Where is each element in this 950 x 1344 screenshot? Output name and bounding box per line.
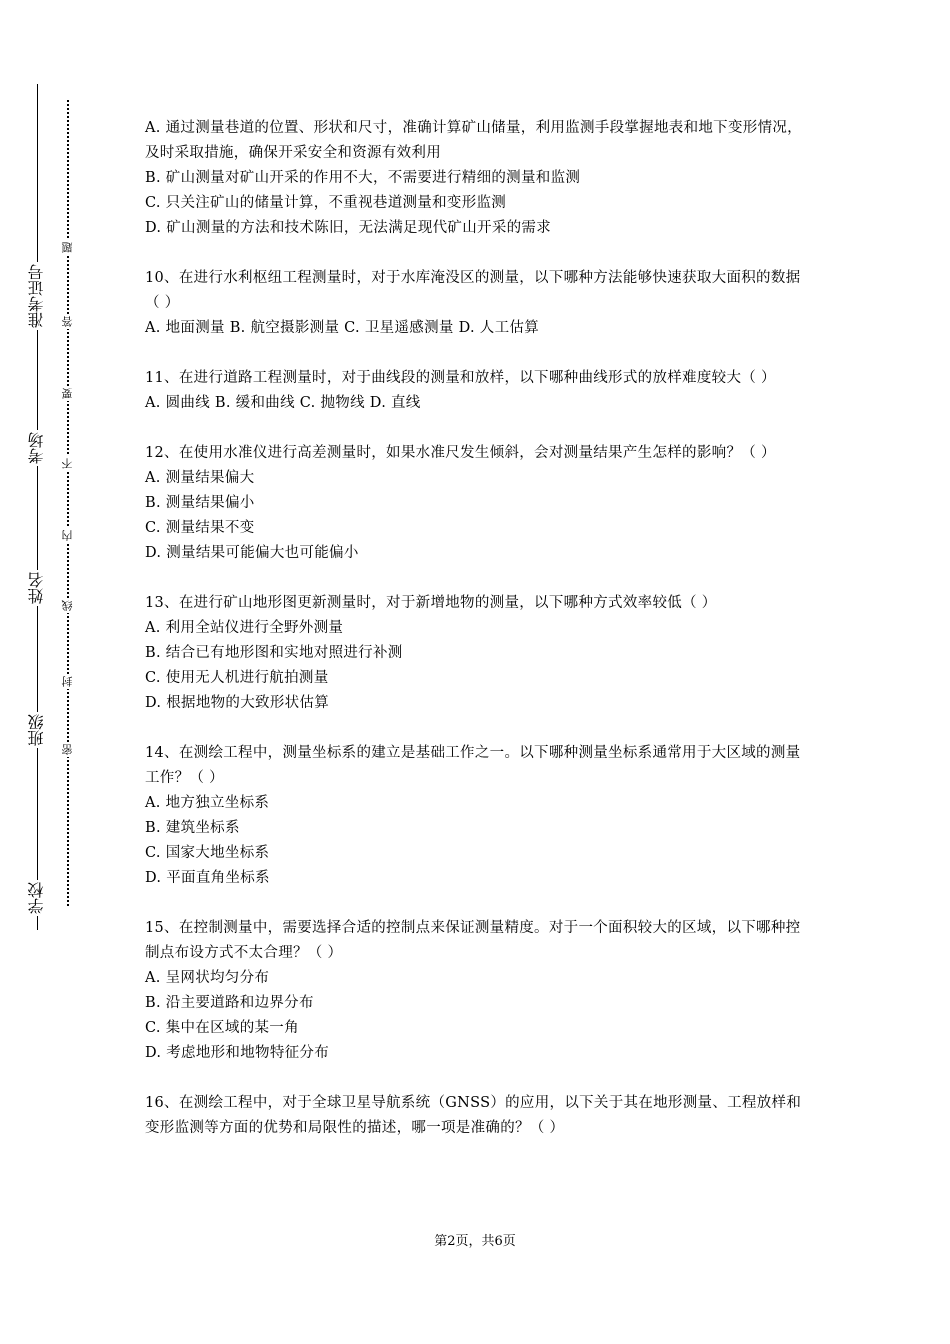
name-label: 姓名	[22, 570, 52, 606]
option-b: B. 结合已有地形图和实地对照进行补测	[145, 645, 403, 661]
question-10	[145, 266, 815, 341]
option-b: B. 测量结果偏小	[145, 495, 255, 511]
option-b: B. 建筑坐标系	[145, 820, 240, 836]
option-b: B. 沿主要道路和边界分布	[145, 995, 314, 1011]
seal-char-mi: 密	[58, 742, 78, 757]
option-c: C. 集中在区域的某一角	[145, 1020, 299, 1036]
question-stem: 16、在测绘工程中，对于全球卫星导航系统（GNSS）的应用，以下关于其在地形测量、工程放样和变形监测等方面的优势和局限性的描述，哪一项是准确的？（ ）	[145, 1095, 802, 1136]
class-label: 班级	[22, 712, 52, 748]
option-c: C. 测量结果不变	[145, 520, 255, 536]
seal-char-bu: 不	[58, 456, 78, 471]
question-stem: 11、在进行道路工程测量时，对于曲线段的测量和放样，以下哪种曲线形式的放样难度较大（ ）	[145, 370, 776, 386]
option-b: B. 矿山测量对矿山开采的作用不大，不需要进行精细的测量和监测	[145, 170, 581, 186]
question-content	[145, 116, 815, 1141]
carryover-options	[145, 116, 815, 241]
question-stem: 13、在进行矿山地形图更新测量时，对于新增地物的测量，以下哪种方式效率较低（ ）	[145, 595, 717, 611]
seal-char-feng: 封	[58, 674, 78, 689]
option-a: A. 地方独立坐标系	[145, 795, 270, 811]
option-c: C. 只关注矿山的储量计算，不重视巷道测量和变形监测	[145, 195, 507, 211]
binding-solid-line	[37, 84, 38, 930]
question-stem: 12、在使用水准仪进行高差测量时，如果水准尺发生倾斜，会对测量结果产生怎样的影响？（ ）	[145, 445, 776, 461]
seal-char-xian: 线	[58, 598, 78, 613]
question-stem: 15、在控制测量中，需要选择合适的控制点来保证测量精度。对于一个面积较大的区域，以下哪种控制点布设方式不太合理？（ ）	[145, 920, 801, 961]
binding-dotted-line	[67, 100, 69, 906]
option-d: D. 矿山测量的方法和技术陈旧，无法满足现代矿山开采的需求	[145, 220, 552, 236]
option-a: A. 呈网状均匀分布	[145, 970, 270, 986]
question-stem: 14、在测绘工程中，测量坐标系的建立是基础工作之一。以下哪种测量坐标系通常用于大区域的测量工作？（ ）	[145, 745, 801, 786]
binding-margin	[0, 0, 110, 1344]
page-number: 第2页，共6页	[434, 1234, 516, 1249]
inline-options: A. 地面测量 B. 航空摄影测量 C. 卫星遥感测量 D. 人工估算	[145, 320, 540, 336]
question-14	[145, 741, 815, 891]
option-d: D. 测量结果可能偏大也可能偏小	[145, 545, 359, 561]
question-13	[145, 591, 815, 716]
option-a: A. 测量结果偏大	[145, 470, 255, 486]
option-d: D. 根据地物的大致形状估算	[145, 695, 330, 711]
option-c: C. 国家大地坐标系	[145, 845, 270, 861]
option-d: D. 考虑地形和地物特征分布	[145, 1045, 330, 1061]
question-15	[145, 916, 815, 1066]
question-stem: 10、在进行水利枢纽工程测量时，对于水库淹没区的测量，以下哪种方法能够快速获取大面积的数据（ ）	[145, 270, 801, 311]
ticket-number-label: 准考证号	[22, 262, 52, 330]
question-12	[145, 441, 815, 566]
seal-char-ti: 题	[58, 240, 78, 255]
inline-options: A. 圆曲线 B. 缓和曲线 C. 抛物线 D. 直线	[145, 395, 421, 411]
question-16	[145, 1091, 815, 1141]
seal-char-yao: 要	[58, 386, 78, 401]
option-a: A. 利用全站仪进行全野外测量	[145, 620, 344, 636]
exam-room-label: 考场	[22, 430, 52, 466]
option-c: C. 使用无人机进行航拍测量	[145, 670, 329, 686]
seal-char-da: 答	[58, 314, 78, 329]
seal-char-nei: 内	[58, 528, 78, 543]
school-label: 学校	[22, 880, 52, 916]
option-a: A. 通过测量巷道的位置、形状和尺寸，准确计算矿山储量，利用监测手段掌握地表和地下变形情况，及时采取措施，确保开采安全和资源有效利用	[145, 120, 802, 161]
option-d: D. 平面直角坐标系	[145, 870, 270, 886]
question-11	[145, 366, 815, 416]
